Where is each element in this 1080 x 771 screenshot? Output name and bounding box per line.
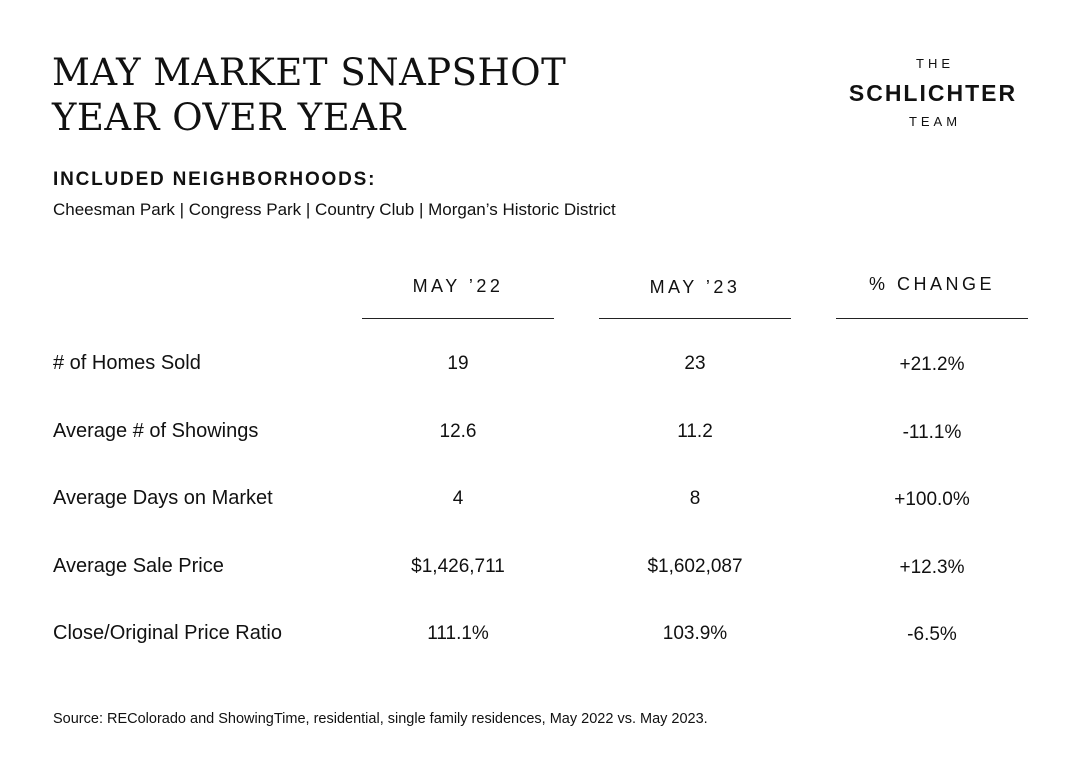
column-header-change: % CHANGE <box>868 274 995 294</box>
title-line-2: YEAR OVER YEAR <box>52 96 406 139</box>
table-cell: +21.2% <box>899 354 965 375</box>
row-label-price-ratio: Close/Original Price Ratio <box>53 622 282 644</box>
neighborhoods-list: Cheesman Park | Congress Park | Country Club | Morgan’s Historic District <box>53 200 616 219</box>
table-cell: +12.3% <box>899 557 965 578</box>
table-cell: +100.0% <box>894 489 970 510</box>
page-title <box>52 50 566 140</box>
table-cell: 8 <box>689 488 701 509</box>
table-cell: 11.2 <box>677 421 713 442</box>
row-label-homes-sold: # of Homes Sold <box>53 352 201 374</box>
column-header-may-23: MAY ’23 <box>649 277 741 297</box>
title-line-1: MAY MARKET SNAPSHOT <box>52 51 567 94</box>
logo-main-text: SCHLICHTER <box>848 80 1018 106</box>
table-cell: 103.9% <box>662 623 728 644</box>
neighborhoods-heading: INCLUDED NEIGHBORHOODS: <box>53 169 377 190</box>
row-label-sale-price: Average Sale Price <box>53 555 224 577</box>
table-cell: 4 <box>452 488 464 509</box>
table-cell: 12.6 <box>439 421 477 442</box>
table-cell: 111.1% <box>427 623 489 644</box>
source-note: Source: REColorado and ShowingTime, residential, single family residences, May 2022 vs. May 2023. <box>53 711 708 727</box>
table-cell: $1,426,711 <box>411 556 505 577</box>
table-cell: -6.5% <box>907 624 957 645</box>
row-label-days-on-market: Average Days on Market <box>53 487 273 509</box>
logo-top-text: THE <box>916 56 954 71</box>
logo-bottom-text: TEAM <box>908 114 962 129</box>
column-header-may-22: MAY ’22 <box>412 276 504 296</box>
table-cell: 19 <box>447 353 469 374</box>
team-logo <box>835 56 1031 130</box>
column-rule-may-22 <box>362 318 554 319</box>
column-rule-change <box>836 318 1028 319</box>
table-cell: 23 <box>684 353 706 374</box>
row-label-showings: Average # of Showings <box>53 420 259 442</box>
column-rule-may-23 <box>599 318 791 319</box>
table-cell: -11.1% <box>902 422 962 443</box>
table-cell: $1,602,087 <box>647 556 743 577</box>
